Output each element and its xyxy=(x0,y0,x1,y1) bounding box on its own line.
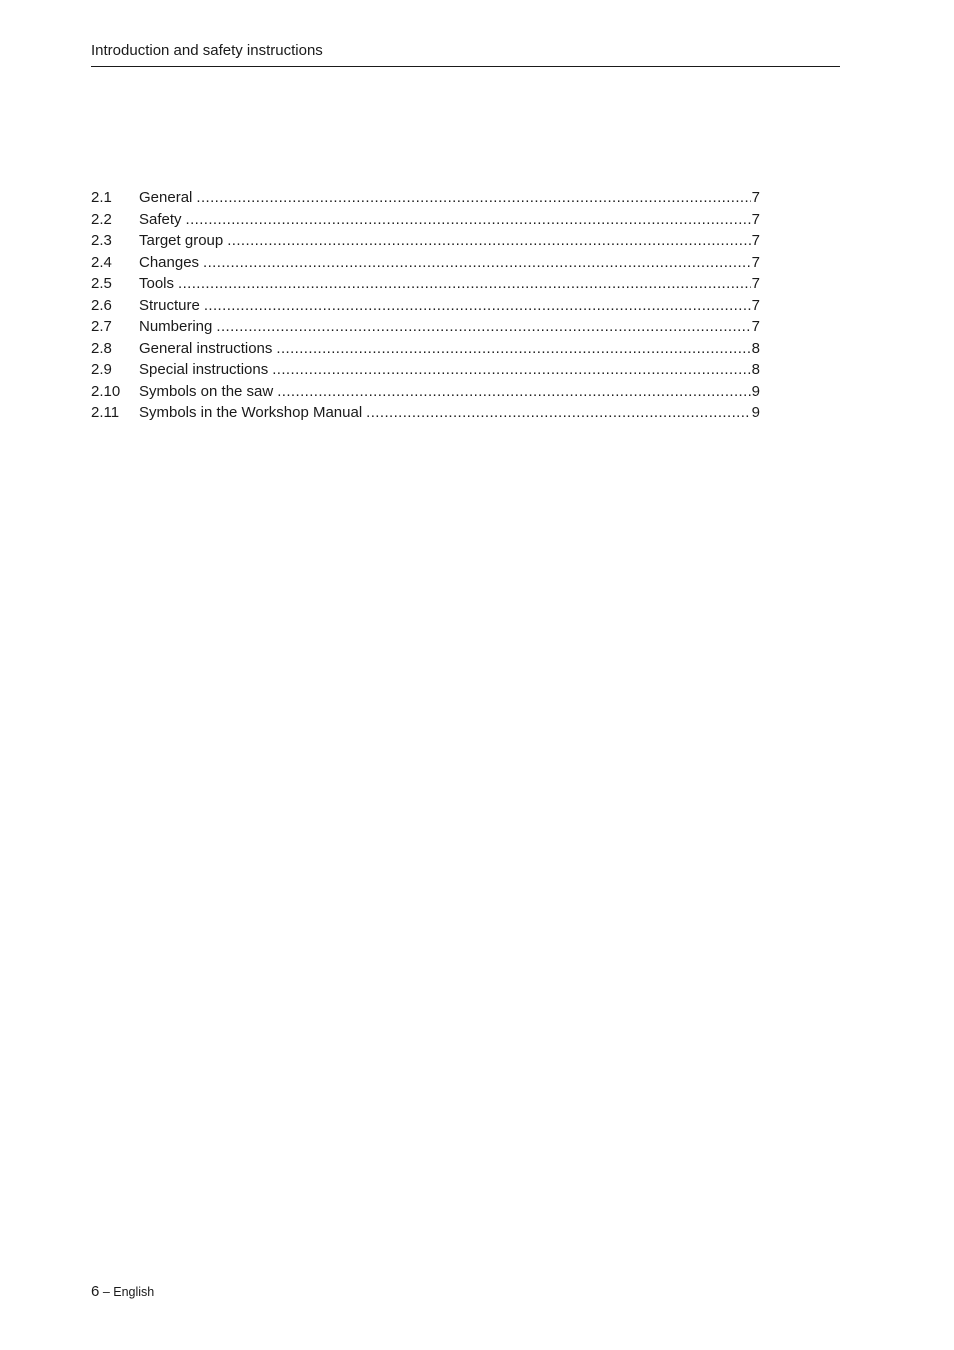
footer-page-number: 6 xyxy=(91,1283,100,1300)
toc-entry-number: 2.11 xyxy=(91,404,120,421)
toc-entry-title: Tools xyxy=(139,275,175,292)
toc-dot-leader xyxy=(272,359,750,381)
page-footer xyxy=(91,1283,154,1301)
toc-entry-title: Numbering xyxy=(139,318,213,335)
toc-entry-page: 7 xyxy=(751,210,760,228)
table-of-contents xyxy=(91,187,760,424)
header-title: Introduction and safety instructions xyxy=(91,42,323,59)
toc-entry-2-7[interactable] xyxy=(91,316,760,338)
toc-dot-leader xyxy=(204,295,751,317)
toc-entry-number: 2.1 xyxy=(91,189,112,206)
toc-entry-number: 2.4 xyxy=(91,253,112,271)
toc-entry-2-10[interactable] xyxy=(91,381,760,403)
toc-entry-title: Symbols on the saw xyxy=(139,382,274,400)
toc-entry-title: Target group xyxy=(139,232,224,249)
toc-entry-page: 7 xyxy=(751,232,760,249)
toc-dot-leader xyxy=(203,252,751,274)
toc-dot-leader xyxy=(276,338,750,360)
toc-dot-leader xyxy=(216,316,750,338)
toc-entry-page: 7 xyxy=(751,318,760,335)
toc-entry-number: 2.2 xyxy=(91,210,112,228)
footer-separator: – xyxy=(99,1285,114,1299)
toc-entry-page: 7 xyxy=(751,253,760,271)
toc-entry-2-4[interactable] xyxy=(91,252,760,274)
toc-entry-2-3[interactable] xyxy=(91,230,760,252)
running-header xyxy=(91,41,840,67)
toc-entry-page: 7 xyxy=(751,296,760,314)
toc-entry-title: General instructions xyxy=(139,339,273,357)
toc-entry-title: Structure xyxy=(139,296,200,314)
toc-entry-page: 8 xyxy=(751,339,760,357)
toc-entry-number: 2.6 xyxy=(91,296,112,314)
toc-entry-page: 9 xyxy=(751,404,760,421)
toc-entry-number: 2.10 xyxy=(91,382,121,400)
toc-entry-2-11[interactable] xyxy=(91,402,760,424)
toc-entry-title: General xyxy=(139,189,193,206)
toc-entry-2-9[interactable] xyxy=(91,359,760,381)
toc-entry-title: Safety xyxy=(139,210,182,228)
toc-dot-leader xyxy=(186,209,751,231)
toc-dot-leader xyxy=(178,273,751,295)
toc-entry-2-8[interactable] xyxy=(91,338,760,360)
toc-entry-page: 7 xyxy=(751,189,760,206)
toc-dot-leader xyxy=(366,402,750,424)
toc-entry-page: 7 xyxy=(751,275,760,292)
toc-dot-leader xyxy=(277,381,750,403)
toc-entry-title: Special instructions xyxy=(139,361,269,378)
toc-entry-page: 9 xyxy=(751,382,760,400)
toc-entry-number: 2.9 xyxy=(91,361,112,378)
toc-entry-title: Symbols in the Workshop Manual xyxy=(139,404,363,421)
toc-entry-title: Changes xyxy=(139,253,200,271)
toc-entry-2-5[interactable] xyxy=(91,273,760,295)
toc-entry-2-2[interactable] xyxy=(91,209,760,231)
toc-entry-2-1[interactable] xyxy=(91,187,760,209)
toc-dot-leader xyxy=(196,187,750,209)
toc-entry-number: 2.7 xyxy=(91,318,112,335)
toc-dot-leader xyxy=(227,230,750,252)
toc-entry-number: 2.8 xyxy=(91,339,112,357)
toc-entry-2-6[interactable] xyxy=(91,295,760,317)
toc-entry-number: 2.3 xyxy=(91,232,112,249)
toc-entry-page: 8 xyxy=(751,361,760,378)
footer-language: English xyxy=(113,1285,155,1299)
toc-entry-number: 2.5 xyxy=(91,275,112,292)
